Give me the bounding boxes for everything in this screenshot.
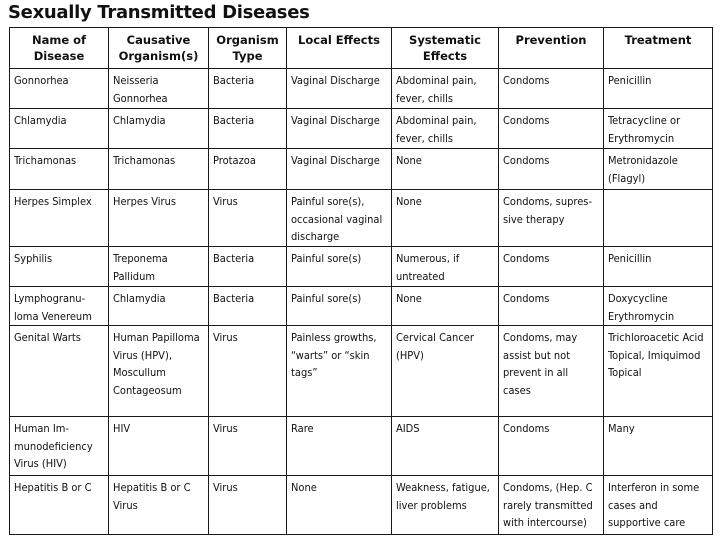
table-cell: Rare (287, 417, 392, 476)
table-row (10, 417, 713, 476)
table-cell: Painful sore(s), occasional vaginal discharge (287, 190, 392, 247)
table-cell: HIV (109, 417, 209, 476)
table-cell: Hepatitis B or C Virus (109, 476, 209, 535)
table-cell: Herpes Simplex (10, 190, 109, 247)
table-row (10, 190, 713, 247)
table-cell: Condoms (499, 109, 604, 149)
table-cell: Tetracycline or Erythromycin (604, 109, 713, 149)
table-cell: None (287, 476, 392, 535)
table-cell: Bacteria (209, 109, 287, 149)
table-row (10, 326, 713, 417)
table-cell: Protazoa (209, 149, 287, 190)
table-cell: Vaginal Discharge (287, 109, 392, 149)
table-cell: Chlamydia (10, 109, 109, 149)
table-cell: Bacteria (209, 69, 287, 109)
table-cell: AIDS (392, 417, 499, 476)
table-cell: Penicillin (604, 247, 713, 287)
table-cell: Hepatitis B or C (10, 476, 109, 535)
table-cell: Condoms, (Hep. C rarely transmitted with intercourse) (499, 476, 604, 535)
table-cell: Metronidazole (Flagyl) (604, 149, 713, 190)
table-cell: Virus (209, 326, 287, 417)
table-cell: Numerous, if untreated (392, 247, 499, 287)
table-cell: Lymphogranu-loma Venereum (10, 287, 109, 326)
table-cell: Painless growths, “warts” or “skin tags” (287, 326, 392, 417)
table-cell: Human Im-munodeficiency Virus (HIV) (10, 417, 109, 476)
table-cell: Weakness, fatigue, liver problems (392, 476, 499, 535)
table-cell: Trichamonas (10, 149, 109, 190)
header-cell: Local Effects (287, 28, 392, 69)
table-cell: Trichamonas (109, 149, 209, 190)
table-cell: Cervical Cancer (HPV) (392, 326, 499, 417)
page-title: Sexually Transmitted Diseases (8, 2, 310, 23)
table-cell: Condoms, may assist but not prevent in all cases (499, 326, 604, 417)
table-cell: Bacteria (209, 247, 287, 287)
header-row (10, 28, 713, 69)
table-cell: None (392, 149, 499, 190)
table-cell: Chlamydia (109, 287, 209, 326)
table-cell: Condoms (499, 287, 604, 326)
table-cell: Virus (209, 476, 287, 535)
table-cell: Treponema Pallidum (109, 247, 209, 287)
table-row (10, 69, 713, 109)
table-cell: Painful sore(s) (287, 287, 392, 326)
header-cell: Prevention (499, 28, 604, 69)
table-cell: Condoms (499, 69, 604, 109)
table-row (10, 247, 713, 287)
table-cell: Condoms (499, 149, 604, 190)
header-cell: Organism Type (209, 28, 287, 69)
table-cell: Doxycycline Erythromycin (604, 287, 713, 326)
table-cell: Bacteria (209, 287, 287, 326)
header-cell: Systematic Effects (392, 28, 499, 69)
table-row (10, 149, 713, 190)
table-cell: None (392, 190, 499, 247)
table-cell: Virus (209, 190, 287, 247)
table-cell: Virus (209, 417, 287, 476)
table-cell: Gonnorhea (10, 69, 109, 109)
table-cell: Painful sore(s) (287, 247, 392, 287)
table-cell: None (392, 287, 499, 326)
table-cell: Vaginal Discharge (287, 69, 392, 109)
table-cell: Chlamydia (109, 109, 209, 149)
table-cell: Abdominal pain, fever, chills (392, 109, 499, 149)
table-cell: Penicillin (604, 69, 713, 109)
table-row (10, 287, 713, 326)
header-cell: Name of Disease (10, 28, 109, 69)
table-cell: Syphilis (10, 247, 109, 287)
header-cell: Treatment (604, 28, 713, 69)
table-row (10, 109, 713, 149)
std-table (9, 27, 713, 535)
table-cell: Genital Warts (10, 326, 109, 417)
header-cell: Causative Organism(s) (109, 28, 209, 69)
table-row (10, 476, 713, 535)
table-cell: Vaginal Discharge (287, 149, 392, 190)
table-cell: Neisseria Gonnorhea (109, 69, 209, 109)
table-cell: Trichloroacetic Acid Topical, Imiquimod Topical (604, 326, 713, 417)
table-cell: Condoms (499, 247, 604, 287)
table-cell: Abdominal pain, fever, chills (392, 69, 499, 109)
table-cell: Herpes Virus (109, 190, 209, 247)
table-cell: Condoms, supres-sive therapy (499, 190, 604, 247)
table-cell: Many (604, 417, 713, 476)
table-cell: Condoms (499, 417, 604, 476)
table-cell (604, 190, 713, 247)
table-cell: Human Papilloma Virus (HPV), Moscullum Contageosum (109, 326, 209, 417)
table-cell: Interferon in some cases and supportive care (604, 476, 713, 535)
